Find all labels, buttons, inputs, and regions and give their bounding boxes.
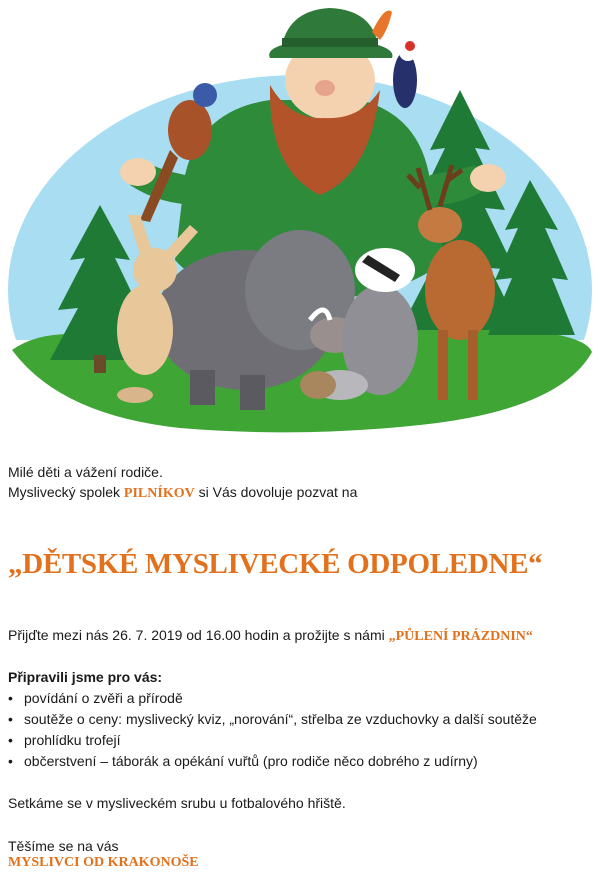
list-item: • prohlídku trofejí <box>8 730 537 751</box>
invite-line <box>8 625 598 647</box>
meeting-place: Setkáme se v mysliveckém srubu u fotbalového hřiště. <box>8 795 346 811</box>
greeting-line-2 <box>8 482 598 504</box>
list-item: • soutěže o ceny: myslivecký kviz, „norování“, střelba ze vzduchovky a další soutěže <box>8 709 537 730</box>
signature: MYSLIVCI OD KRAKONOŠE <box>8 855 199 870</box>
greeting-line-1: Milé děti a vážení rodiče. <box>8 464 163 480</box>
closing-line: Těšíme se na vás <box>8 838 119 854</box>
greeting-paragraph <box>8 462 598 504</box>
animal-cub-icon <box>300 371 336 399</box>
event-title: „DĚTSKÉ MYSLIVECKÉ ODPOLEDNE“ <box>8 548 543 580</box>
greeting-suffix: si Vás dovoluje pozvat na <box>194 484 358 500</box>
invite-prefix: Přijďte mezi nás 26. 7. 2019 od 16.00 hodin a prožijte s námi <box>8 627 389 643</box>
greeting-prefix: Myslivecký spolek <box>8 484 124 500</box>
prepared-list <box>8 688 537 772</box>
list-item: • občerstvení – táborák a opékání vuřtů (pro rodiče něco dobrého z udírny) <box>8 751 537 772</box>
list-item: • povídání o zvěři a přírodě <box>8 688 537 709</box>
woodpecker-icon <box>393 41 417 108</box>
prepared-heading: Připravili jsme pro vás: <box>8 669 163 685</box>
club-name: PILNÍKOV <box>123 486 195 501</box>
invite-highlight: „PŮLENÍ PRÁZDNIN“ <box>388 629 533 644</box>
